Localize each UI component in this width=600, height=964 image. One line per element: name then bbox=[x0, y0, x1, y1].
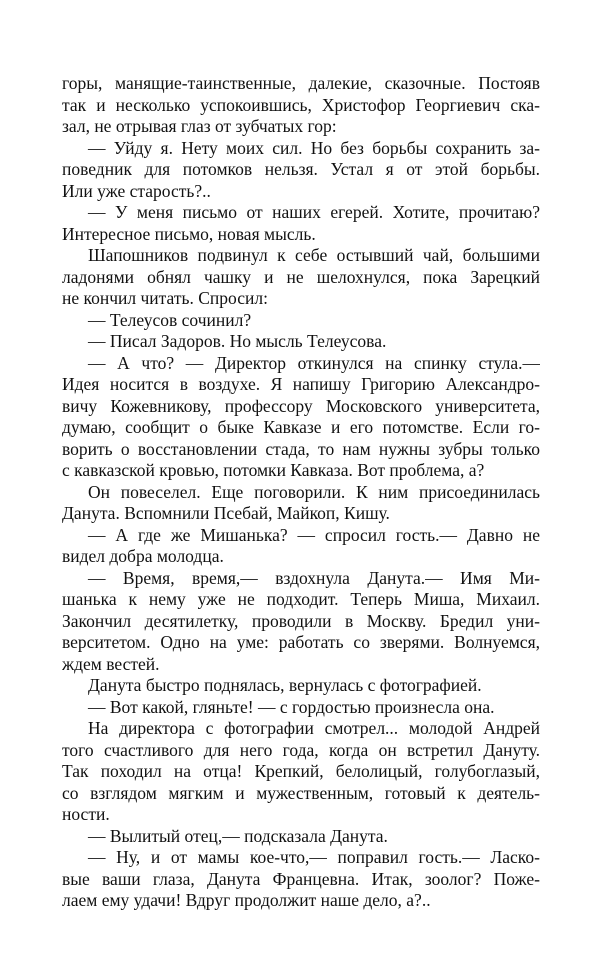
text-line: ладонями обнял чашку и не шелохнулся, пока Зарецкий bbox=[62, 266, 540, 287]
text-line: На директора с фотографии смотрел... молодой Андрей bbox=[88, 718, 540, 738]
text-line: лаем ему удачи! Вдруг продолжит наше дело, а?.. bbox=[62, 890, 431, 910]
text-line: — Время, время,— вздохнула Данута.— Имя Ми- bbox=[88, 567, 540, 588]
text-line: — Уйду я. Нету моих сил. Но без борьбы сохранить за- bbox=[88, 137, 540, 158]
text-line: поведник для потомков нельзя. Устал я от этой борьбы. bbox=[62, 159, 540, 179]
text-line: так и несколько успокоившись, Христофор Георгиевич ска- bbox=[62, 94, 540, 115]
text-line: Данута. Вспомнили Псебай, Майкоп, Кишу. bbox=[62, 503, 390, 523]
text-line: того счастливого для него года, когда он встретил Дануту. bbox=[62, 739, 540, 760]
text-line: шанька к нему уже не подходит. Теперь Миша, Михаил. bbox=[62, 589, 540, 609]
text-line: горы, манящие-таинственные, далекие, сказочные. Постояв bbox=[62, 73, 540, 93]
text-line: вые ваши глаза, Данута Францевна. Итак, зоолог? Поже- bbox=[62, 868, 540, 889]
text-line: Данута быстро поднялась, вернулась с фотографией. bbox=[88, 675, 482, 695]
text-line: Интересное письмо, новая мысль. bbox=[62, 223, 316, 244]
text-line: Закончил десятилетку, проводили в Москву. Бредил уни- bbox=[62, 610, 540, 631]
page-text bbox=[62, 73, 540, 912]
text-line: — Вот какой, гляньте! — с гордостью произнесла она. bbox=[88, 696, 495, 717]
text-line: Шапошников подвинул к себе остывший чай, большими bbox=[88, 245, 540, 265]
text-line: Идея носится в воздухе. Я напишу Григорию Александро- bbox=[62, 374, 540, 394]
text-line: думаю, сообщит о быке Кавказе и его потомстве. Если го- bbox=[62, 417, 540, 437]
text-line: — А что? — Директор откинулся на спинку стула.— bbox=[88, 352, 540, 373]
text-line: — А где же Мишанька? — спросил гость.— Давно не bbox=[88, 524, 540, 545]
text-line: верситетом. Одно на уме: работать со зверями. Волнуемся, bbox=[62, 632, 540, 652]
text-line: ждем вестей. bbox=[62, 653, 160, 674]
text-line: с кавказской кровью, потомки Кавказа. Вот проблема, а? bbox=[62, 460, 485, 480]
text-line: ности. bbox=[62, 804, 110, 824]
text-line: — У меня письмо от наших егерей. Хотите, прочитаю? bbox=[88, 202, 540, 222]
text-line: Так походил на отца! Крепкий, белолицый, голубоглазый, bbox=[62, 761, 540, 781]
text-line: вичу Кожевникову, профессору Московского университета, bbox=[62, 395, 540, 416]
text-line: зал, не отрывая глаз от зубчатых гор: bbox=[62, 116, 337, 136]
text-line: ворить о восстановлении стада, то нам нужны зубры только bbox=[62, 438, 540, 459]
text-line: — Вылитый отец,— подсказала Данута. bbox=[88, 825, 388, 846]
text-line: — Ну, и от мамы кое-что,— поправил гость.— Ласко- bbox=[88, 847, 540, 867]
text-line: видел добра молодца. bbox=[62, 546, 224, 566]
text-line: не кончил читать. Спросил: bbox=[62, 288, 268, 308]
text-line: Он повеселел. Еще поговорили. К ним присоединилась bbox=[88, 481, 540, 502]
text-line: со взглядом мягким и мужественным, готовый к деятель- bbox=[62, 782, 540, 803]
text-line: Или уже старость?.. bbox=[62, 180, 211, 201]
text-line: — Телеусов сочинил? bbox=[88, 309, 252, 330]
text-line: — Писал Задоров. Но мысль Телеусова. bbox=[88, 331, 387, 351]
